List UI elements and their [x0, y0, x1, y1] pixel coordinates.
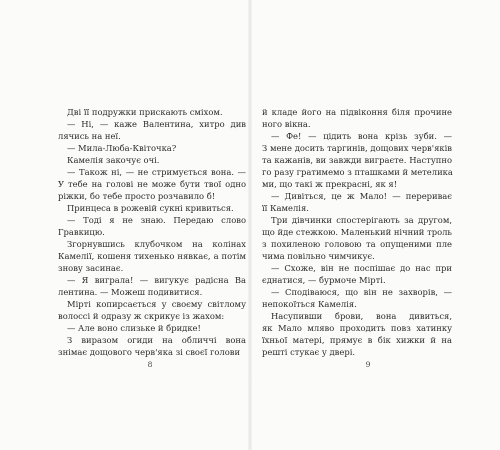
left-page-text: [58, 106, 246, 358]
text-line: Дві її подружки прискають сміхом.: [67, 107, 223, 117]
text-line: Згорнувшись клубочком на колінах: [67, 239, 246, 249]
text-line: — Тоді я не знаю. Передаю слово: [67, 215, 246, 225]
text-line: й кладе його на підвіконня біля прочине: [262, 107, 452, 117]
text-line: З мене досить таргинів, дощових черв'яків: [262, 143, 452, 153]
text-line: З виразом огиди на обличчі вона: [67, 335, 246, 345]
text-line: знову засинає.: [58, 263, 124, 273]
text-line: ми, що такі ж прекрасні, як я!: [262, 179, 398, 189]
text-line: єднатися, — бурмоче Мірті.: [262, 275, 386, 285]
text-line: — Схоже, він не поспішає до нас при: [271, 263, 452, 273]
text-line: — Ні, — каже Валентина, хитро див: [67, 119, 246, 129]
text-line: Камелія закочує очі.: [67, 155, 160, 165]
text-line: як Мало мляво проходить повз хатинку: [262, 323, 452, 333]
text-line: їхньої матері, прямує в бік хижки й на: [262, 335, 452, 345]
text-line: лячись на неї.: [58, 131, 121, 141]
text-line: — Але воно слизьке й бридке!: [67, 323, 201, 333]
page-number-left: 8: [147, 360, 153, 369]
text-line: лентина. — Можеш подивитися.: [58, 287, 203, 297]
text-line: знімає дощового черв'яка зі своєї голови: [58, 347, 241, 357]
text-line: Гравкицю.: [58, 227, 105, 237]
text-line: Принцеса в рожевій сукні кривиться.: [67, 203, 234, 213]
text-line: — Сподіваюся, що він не захворів, —: [271, 287, 452, 297]
text-line: та кажанів, ви завжди виграєте. Наступно: [262, 155, 452, 165]
text-line: Мірті копирсається у своєму світлому: [67, 299, 246, 309]
text-line: — Фе! — цідить вона крізь зуби. —: [271, 131, 452, 141]
text-line: ріжки, бо тебе просто розчавило б!: [58, 191, 216, 201]
text-line: У тебе на голові не може бути твої одно: [58, 179, 246, 189]
text-line: — Мила-Люба-Квіточка?: [67, 143, 177, 153]
text-line: її Камелія.: [262, 203, 309, 213]
text-line: решті стукає у двері.: [262, 347, 356, 357]
text-line: — Дивіться, це ж Мало! — перериває: [271, 191, 452, 201]
book-gutter: [248, 0, 252, 450]
text-line: Три дівчинки спостерігають за другом,: [271, 215, 452, 225]
text-line: — Я виграла! — вигукує радісна Ва: [67, 275, 246, 285]
text-line: з похиленою головою та опущеними пле: [262, 239, 452, 249]
text-line: чима повільно чимчикує.: [262, 251, 375, 261]
text-line: Камелії, кошеня тихенько нявкає, а потім: [58, 251, 246, 261]
page-number-right: 9: [365, 360, 371, 369]
text-line: го разу гратимемо з пташками й метелика: [262, 167, 453, 177]
right-page-text: [262, 106, 452, 358]
text-line: непокоїться Камелія.: [262, 299, 357, 309]
text-line: — Також ні, — не стримується вона. —: [67, 167, 246, 177]
text-line: Насупивши брови, вона дивиться,: [271, 311, 452, 321]
text-line: волоссі й одразу ж скрикує із жахом:: [58, 311, 225, 321]
text-line: що йде стежкою. Маленький нічний троль: [262, 227, 452, 237]
text-line: ного вікна.: [262, 119, 311, 129]
